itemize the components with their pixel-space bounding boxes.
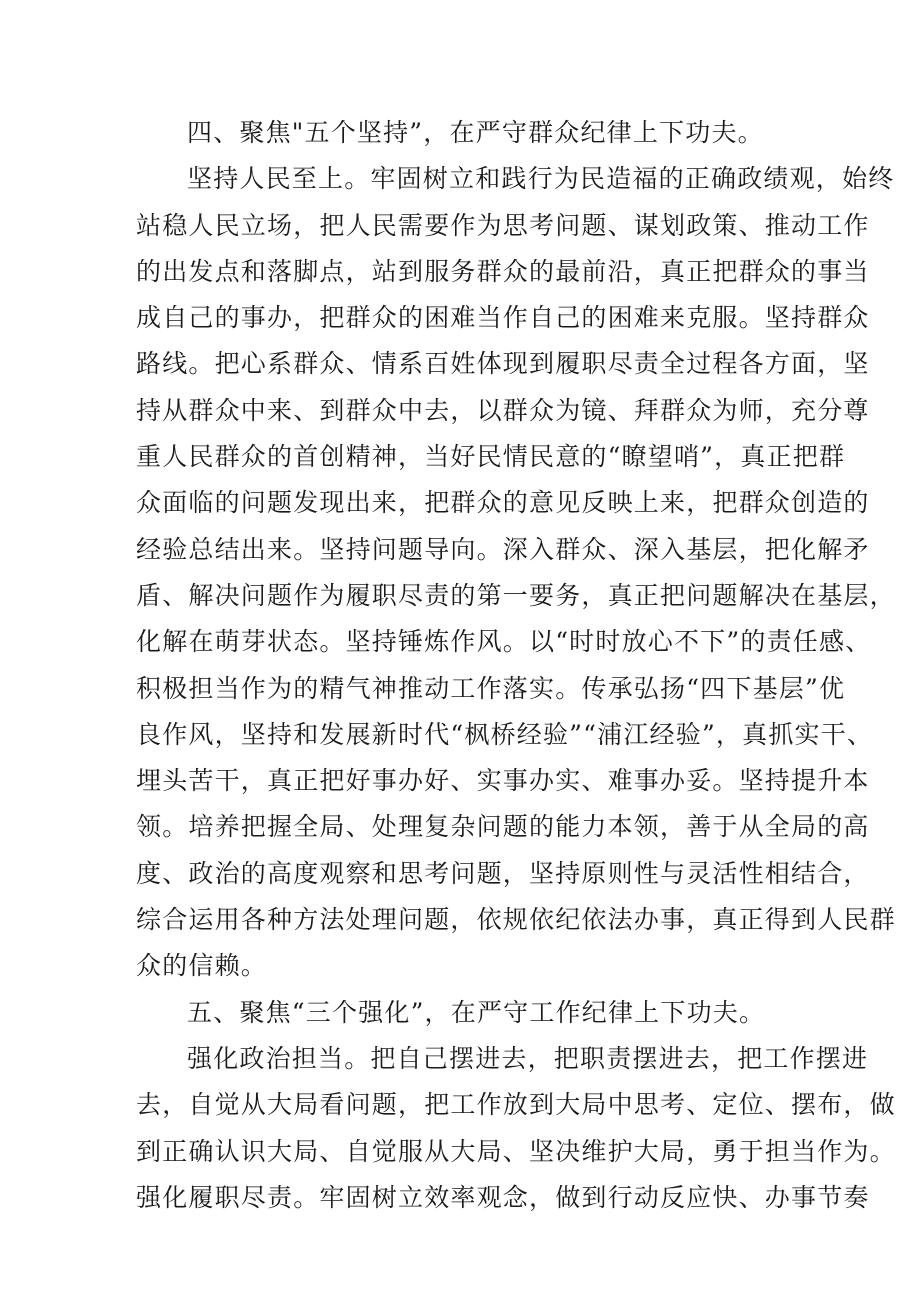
section-heading-four: 四、聚焦"五个坚持”，在严守群众纪律上下功夫。 xyxy=(187,118,764,147)
paragraph-line: 持从群众中来、到群众中去，以群众为镜、拜群众为师，充分尊 xyxy=(136,395,870,425)
paragraph-line: 强化政治担当。把自己摆进去，把职责摆进去，把工作摆进 xyxy=(187,1043,869,1073)
paragraph-line: 良作风，坚持和发展新时代“枫桥经验”“浦江经验”，真抓实干、 xyxy=(136,719,874,749)
document-body xyxy=(136,110,896,1221)
paragraph-line: 埋头苦干，真正把好事办好、实事办实、难事办妥。坚持提升本 xyxy=(136,766,870,796)
paragraph-line: 强化履职尽责。牢固树立效率观念，做到行动反应快、办事节奏 xyxy=(136,1182,870,1212)
paragraph-line: 坚持人民至上。牢固树立和践行为民造福的正确政绩观，始终 xyxy=(187,164,895,194)
paragraph-line: 化解在萌芽状态。坚持锤炼作风。以“时时放心不下”的责任感、 xyxy=(136,627,872,657)
paragraph-line: 众的信赖。 xyxy=(136,951,268,981)
paragraph-line: 站稳人民立场，把人民需要作为思考问题、谋划政策、推动工作 xyxy=(136,210,870,240)
paragraph-line: 去，自觉从大局看问题，把工作放到大局中思考、定位、摆布，做 xyxy=(136,1090,896,1120)
section-heading-five: 五、聚焦“三个强化”，在严守工作纪律上下功夫。 xyxy=(187,997,766,1027)
paragraph-line: 众面临的问题发现出来，把群众的意见反映上来，把群众创造的 xyxy=(136,488,870,518)
paragraph-line: 盾、解决问题作为履职尽责的第一要务，真正把问题解决在基层， xyxy=(136,580,896,610)
paragraph-line: 经验总结出来。坚持问题导向。深入群众、深入基层，把化解矛 xyxy=(136,534,870,564)
paragraph-line: 到正确认识大局、自觉服从大局、坚决维护大局，勇于担当作为。 xyxy=(136,1136,896,1166)
paragraph-line: 路线。把心系群众、情系百姓体现到履职尽责全过程各方面，坚 xyxy=(136,349,870,379)
paragraph-line: 成自己的事办，把群众的困难当作自己的困难来克服。坚持群众 xyxy=(136,303,870,333)
paragraph-line: 领。培养把握全局、处理复杂问题的能力本领，善于从全局的高 xyxy=(136,812,870,842)
paragraph-line: 积极担当作为的精气神推动工作落实。传承弘扬“四下基层”优 xyxy=(136,673,846,703)
paragraph-line: 综合运用各种方法处理问题，依规依纪依法办事，真正得到人民群 xyxy=(136,905,896,935)
paragraph-line: 度、政治的高度观察和思考问题，坚持原则性与灵活性相结合， xyxy=(136,858,870,888)
paragraph-line: 的出发点和落脚点，站到服务群众的最前沿，真正把群众的事当 xyxy=(136,256,870,286)
paragraph-line: 重人民群众的首创精神，当好民情民意的“瞭望哨”，真正把群 xyxy=(136,442,846,472)
